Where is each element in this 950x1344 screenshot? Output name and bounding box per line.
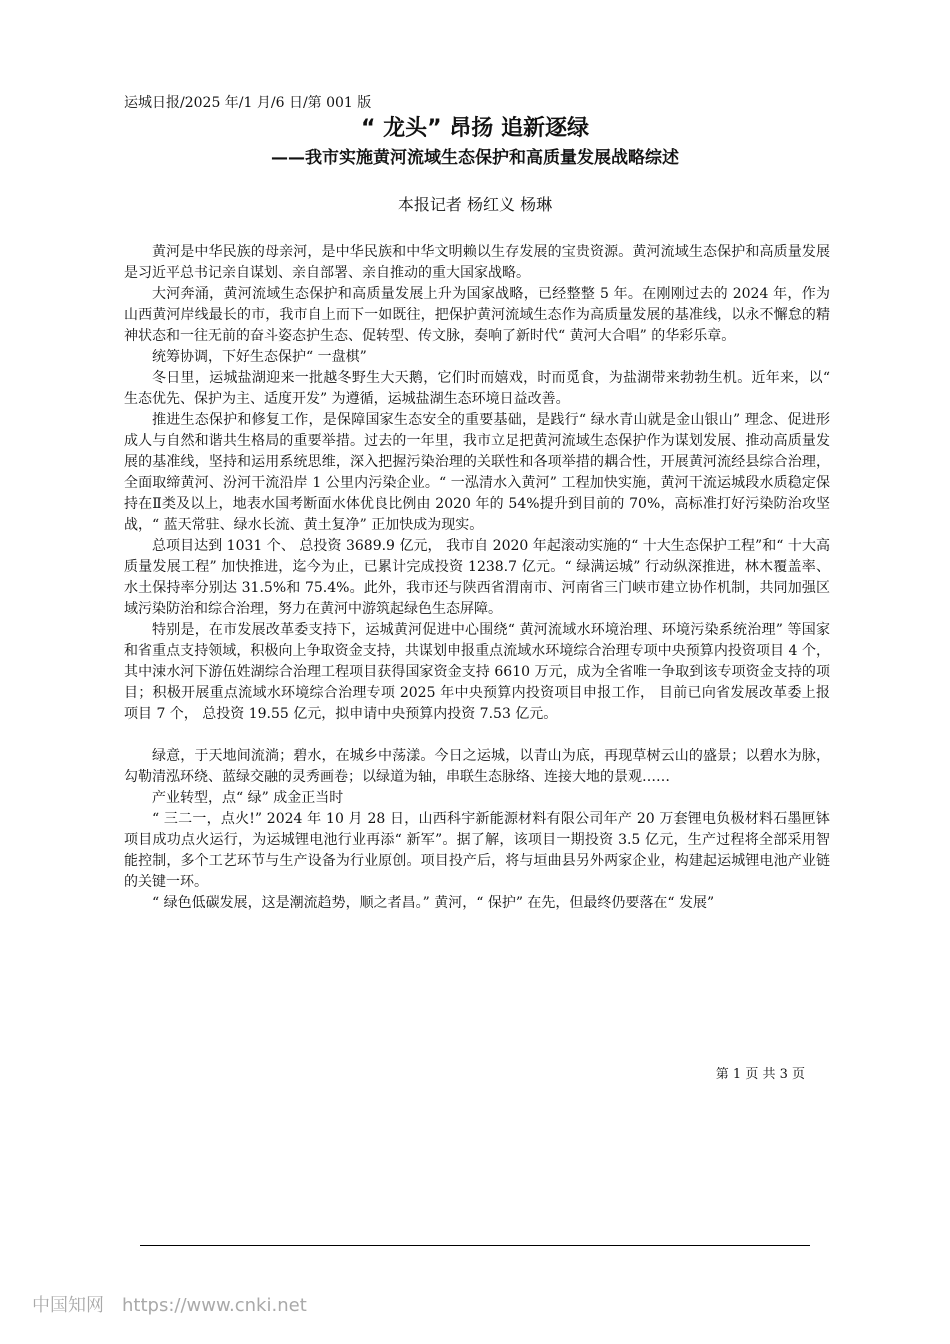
footer-divider [140,1245,810,1246]
paragraph: 大河奔涌，黄河流域生态保护和高质量发展上升为国家战略，已经整整 5 年。在刚刚过去的 2024 年，作为山西黄河岸线最长的市，我市自上而下一如既往，把保护黄河流域生态作为高质量发展的基准线，以永不懈怠的精神状态和一往无前的奋斗姿态护生态、促转型、传文脉，奏响了新时代“ 黄河大合唱” 的华彩乐章。 [124,286,830,344]
paragraph: 黄河是中华民族的母亲河，是中华民族和中华文明赖以生存发展的宝贵资源。黄河流域生态保护和高质量发展是习近平总书记亲自谋划、亲自部署、亲自推动的重大国家战略。 [124,244,830,281]
paragraph: 推进生态保护和修复工作，是保障国家生态安全的重要基础，是践行“ 绿水青山就是金山银山” 理念、促进形成人与自然和谐共生格局的重要举措。过去的一年里，我市立足把黄河流域生态保护作为谋划发展、推动高质量发展的基准线，坚持和运用系统思维，深入把握污染治理的关联性和各项举措的耦合性，开展黄河流经县综合治理，全面取缔黄河、汾河干流沿岸 1 公里内污染企业。“ 一泓清水入黄河” 工程加快实施，黄河干流运城段水质稳定保持在Ⅱ类及以上，地表水国考断面水体优良比例由 2020 年的 54%提升到目前的 70%，高标准打好污染防治攻坚战，“ 蓝天常驻、绿水长流、黄土复净” 正加快成为现实。 [124,412,830,533]
paragraph: 特别是，在市发展改革委支持下，运城黄河促进中心围绕“ 黄河流域水环境治理、环境污染系统治理” 等国家和省重点支持领域，积极向上争取资金支持，共谋划申报重点流域水环境综合治理专项中央预算内投资项目 4 个，其中涑水河下游伍姓湖综合治理工程项目获得国家资金支持 6610 万元，成为全省唯一争取到该专项资金支持的项目；积极开展重点流域水环境综合治理专项 2025 年中央预算内投资项目申报工作， 目前已向省发展改革委上报项目 7 个， 总投资 19.55 亿元，拟申请中央预算内投资 7.53 亿元。 [124,622,830,722]
article-body [124,242,830,914]
paragraph-spacer [124,725,830,746]
article-title: “ 龙头” 昂扬 追新逐绿 [361,116,589,141]
paragraph: 冬日里，运城盐湖迎来一批越冬野生大天鹅，它们时而嬉戏，时而觅食，为盐湖带来勃勃生机。近年来，以“ 生态优先、保护为主、适度开发” 为遵循，运城盐湖生态环境日益改善。 [124,370,830,407]
source-line: 运城日报/2025 年/1 月/6 日/第 001 版 [124,95,372,111]
section-heading: 统筹协调，下好生态保护“ 一盘棋” [152,349,367,365]
article-byline: 本报记者 杨红义 杨琳 [397,195,553,214]
paragraph: 绿意，于天地间流淌；碧水，在城乡中荡漾。今日之运城，以青山为底，再现草树云山的盛景；以碧水为脉，勾勒清泓环绕、蓝绿交融的灵秀画卷；以绿道为轴，串联生态脉络、连接大地的景观…… [124,748,830,785]
paragraph: “ 三二一，点火!” 2024 年 10 月 28 日，山西科宇新能源材料有限公司年产 20 万套锂电负极材料石墨匣钵项目成功点火运行，为运城锂电池行业再添“ 新军”。据了解，该项目一期投资 3.5 亿元，生产过程将全部采用智能控制，多个工艺环节与生产设备为行业原创。项目投产后，将与垣曲县另外两家企业，构建起运城锂电池产业链的关键一环。 [124,811,830,890]
paragraph: 总项目达到 1031 个、 总投资 3689.9 亿元， 我市自 2020 年起滚动实施的“ 十大生态保护工程”和“ 十大高质量发展工程” 加快推进，迄今为止，已累计完成投资 1238.7 亿元。“ 绿满运城” 行动纵深推进，林木覆盖率、水土保持率分别达 31.5%和 75.4%。此外，我市还与陕西省渭南市、河南省三门峡市建立协作机制，共同加强区域污染防治和综合治理，努力在黄河中游筑起绿色生态屏障。 [124,538,830,617]
section-heading: 产业转型，点“ 绿” 成金正当时 [152,790,344,806]
watermark-url[interactable]: https://www.cnki.net [122,1295,307,1316]
cnki-watermark [32,1294,307,1318]
watermark-name: 中国知网 [32,1295,104,1316]
paragraph: “ 绿色低碳发展，这是潮流趋势，顺之者昌。” 黄河，“ 保护” 在先，但最终仍要落在“ 发展” [152,895,715,911]
page-number: 第 1 页 共 3 页 [715,1067,805,1082]
article-subtitle: ——我市实施黄河流域生态保护和高质量发展战略综述 [271,148,679,168]
